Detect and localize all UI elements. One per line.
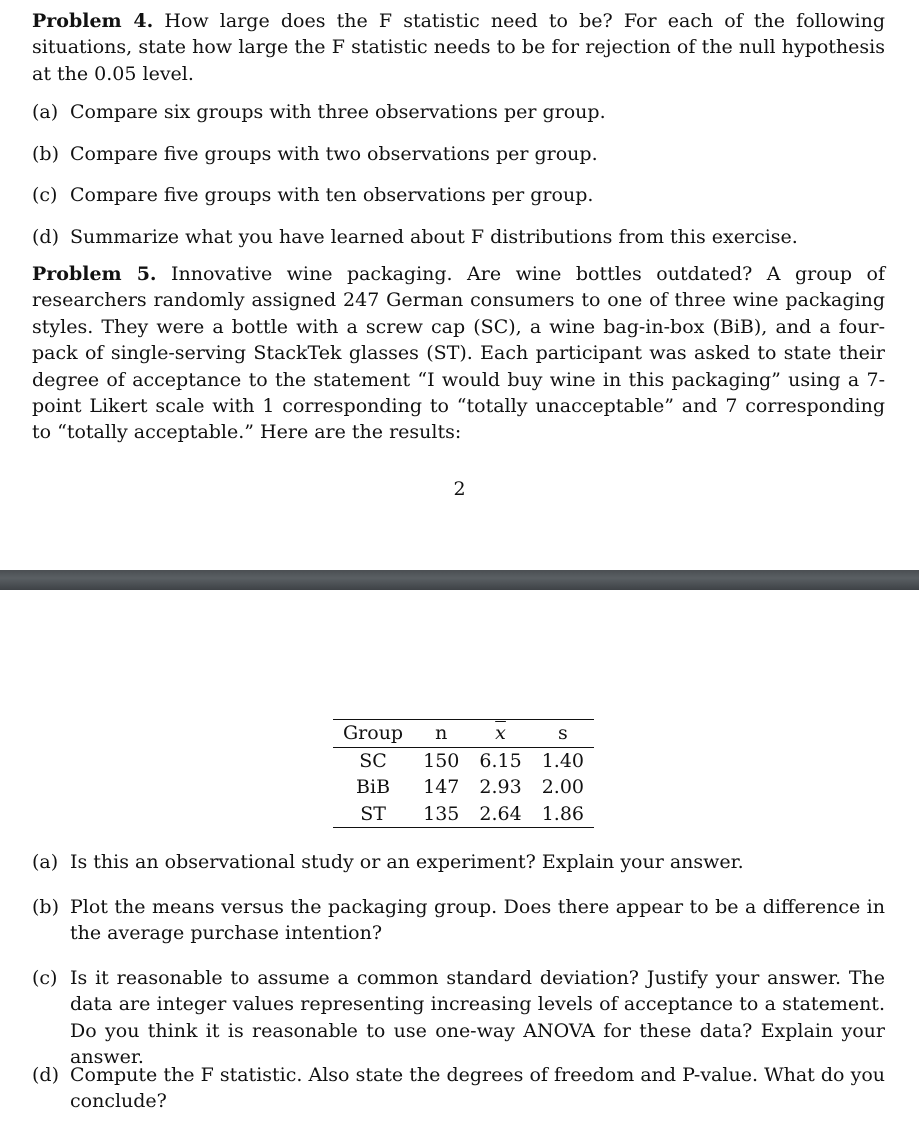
problem-4-item-d	[32, 224, 885, 250]
item-label: (d)	[32, 1064, 59, 1086]
item-text: Compute the F statistic. Also state the degrees of freedom and P-value. What do you conclude?	[70, 1064, 885, 1113]
mean-symbol: $\overline{x}$	[495, 722, 506, 744]
problem-5-intro: Innovative wine packaging. Are wine bottles outdated? A group of researchers randomly assigned 247 German consumers to one of three wine packaging styles. They were a bottle with a screw cap (SC), a wine bag-in-box (BiB), and a four-pack of single-serving StackTek glasses (ST). Each participant was asked to state their degree of acceptance to the statement “I would buy wine in this packaging” using a 7-point Likert scale with 1 corresponding to “totally unacceptable” and 7 corresponding to “totally acceptable.” Here are the results:	[32, 263, 885, 444]
col-header-group: Group	[343, 722, 404, 744]
cell-group: SC	[359, 749, 387, 772]
table-header-row	[333, 720, 594, 748]
page-number: 2	[453, 478, 466, 500]
cell-group: BiB	[356, 776, 391, 799]
cell-s: 2.00	[541, 776, 584, 799]
item-label: (c)	[32, 184, 58, 206]
problem-5-item-d	[32, 1062, 885, 1115]
cell-s: 1.40	[541, 749, 584, 772]
item-text: Plot the means versus the packaging group. Does there appear to be a difference in the average purchase intention?	[70, 896, 885, 945]
col-header-mean	[469, 720, 531, 748]
cell-n: 150	[423, 749, 460, 772]
problem-5-item-c	[32, 965, 885, 1071]
item-text: Is it reasonable to assume a common standard deviation? Justify your answer. The data are integer values representing increasing levels of acceptance to a statement. Do you think it is reasonable to use one-way ANOVA for these data? Explain your answer.	[70, 967, 885, 1069]
problem-4-statement	[32, 8, 885, 87]
item-label: (a)	[32, 851, 59, 873]
cell-mean: 6.15	[479, 749, 522, 772]
item-label: (d)	[32, 226, 59, 248]
item-label: (b)	[32, 896, 59, 918]
item-label: (c)	[32, 967, 58, 989]
problem-4-item-b	[32, 141, 885, 167]
problem-4-heading: Problem 4.	[32, 10, 154, 32]
item-text: Summarize what you have learned about F distributions from this exercise.	[70, 226, 798, 248]
cell-mean: 2.64	[479, 802, 522, 825]
item-text: Compare five groups with ten observations per group.	[70, 184, 594, 206]
problem-4-item-a	[32, 99, 885, 125]
cell-n: 147	[423, 776, 460, 799]
table-row	[333, 774, 594, 801]
problem-4-item-c	[32, 182, 885, 208]
item-text: Is this an observational study or an experiment? Explain your answer.	[70, 851, 744, 873]
problem-5-heading: Problem 5.	[32, 263, 157, 285]
col-header-s: s	[557, 722, 568, 744]
problem-5-item-b	[32, 894, 885, 947]
table-row	[333, 801, 594, 828]
item-text: Compare six groups with three observations per group.	[70, 101, 606, 123]
problem-5-item-a	[32, 849, 885, 875]
cell-mean: 2.93	[479, 776, 522, 799]
problem-5-statement	[32, 261, 885, 446]
item-label: (b)	[32, 143, 59, 165]
item-text: Compare five groups with two observations per group.	[70, 143, 598, 165]
table-row	[333, 747, 594, 774]
cell-n: 135	[423, 802, 460, 825]
item-label: (a)	[32, 101, 59, 123]
results-table	[333, 719, 594, 828]
col-header-n: n	[435, 722, 448, 744]
page-sheet-top	[0, 0, 919, 570]
page-break-divider	[0, 570, 919, 590]
problem-4-intro: How large does the F statistic need to be? For each of the following situations, state how large the F statistic needs to be for rejection of the null hypothesis at the 0.05 level.	[32, 10, 885, 85]
cell-group: ST	[360, 802, 386, 825]
cell-s: 1.86	[541, 802, 584, 825]
